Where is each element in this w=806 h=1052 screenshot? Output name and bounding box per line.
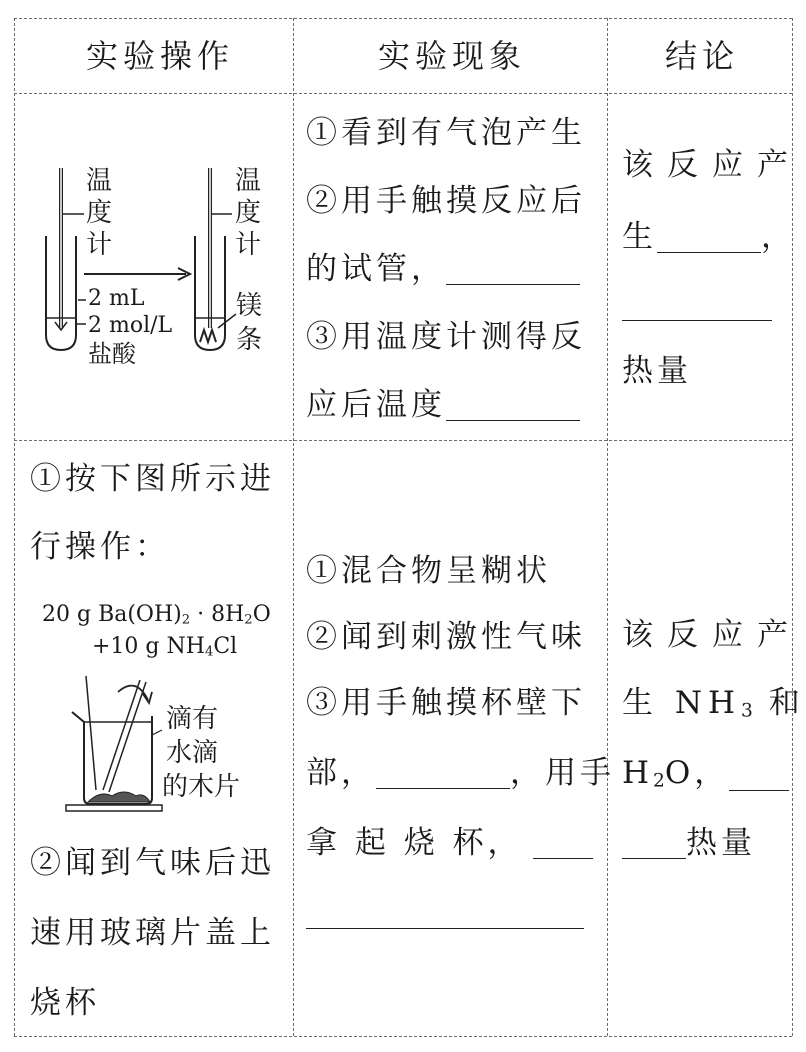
wooden-plank xyxy=(66,805,162,811)
row2-operation-intro-1: ①按下图所示进 xyxy=(30,461,275,497)
row2-phenomenon-4 xyxy=(306,825,593,861)
row2-conclusion-line4-text: 热量 xyxy=(686,825,756,861)
row1-phenomenon-2: ②用手触摸反应后 xyxy=(306,183,586,219)
formula-1-sub: 2 xyxy=(181,612,191,628)
row2-conclusion-line3-b: O， xyxy=(664,755,730,791)
reagent-concentration: 2 mol/L xyxy=(88,313,173,338)
header-conclusion: 结论 xyxy=(665,37,740,75)
row2-phenomenon-4-blank xyxy=(306,898,584,929)
glass-rod xyxy=(103,680,140,790)
answer-blank xyxy=(306,900,584,929)
row2-phenomenon-2: ②闻到刺激性气味 xyxy=(306,619,586,655)
header-operation: 实验操作 xyxy=(86,37,235,75)
row2-operation-outro-1: ②闻到气味后迅 xyxy=(30,845,275,881)
formula-2-sub: 4 xyxy=(204,644,214,660)
row2-conclusion-line2-b: 和 xyxy=(752,685,806,721)
row1-phenomenon-3-cont-text: 应后温度 xyxy=(306,387,446,423)
formula-1b: · 8H xyxy=(190,602,245,627)
formula-1-sub2: 2 xyxy=(244,612,253,628)
row2-operation-outro-3: 烧杯 xyxy=(30,985,100,1021)
right-thermometer-label-1: 温 xyxy=(235,166,262,196)
reagent-volume: 2 mL xyxy=(88,286,145,311)
formula-1a: 20 g Ba(OH) xyxy=(42,602,182,627)
metal-label-1: 镁 xyxy=(236,291,263,321)
wood-label-3: 的木片 xyxy=(162,772,241,802)
row2-operation-outro-2: 速用玻璃片盖上 xyxy=(30,915,275,951)
right-thermometer-label-3: 计 xyxy=(235,230,262,260)
row2-conclusion-line2-sub: 3 xyxy=(741,700,753,722)
formula-2b: Cl xyxy=(213,634,238,659)
row1-phenomenon-1: ①看到有气泡产生 xyxy=(306,115,586,151)
answer-blank xyxy=(533,830,593,859)
row2-conclusion-line2-a: 生 NH xyxy=(622,685,742,721)
row2-conclusion-line4 xyxy=(622,825,756,861)
left-thermometer-label-3: 计 xyxy=(86,230,113,260)
row1-conclusion-line2-text: 生 xyxy=(622,219,657,255)
wood-label-2: 水滴 xyxy=(166,738,219,768)
row2-phenomenon-4-text: 拿 起 烧 杯， xyxy=(306,825,523,861)
row1-conclusion-comma: ， xyxy=(761,219,796,255)
formula-2a: +10 g NH xyxy=(92,634,205,659)
row2-conclusion-line2 xyxy=(622,685,806,722)
row2-operation-intro-2: 行操作： xyxy=(30,529,170,565)
row2-phenomenon-1: ①混合物呈糊状 xyxy=(306,553,551,589)
right-thermometer-label-2: 度 xyxy=(235,198,262,228)
header-phenomenon: 实验现象 xyxy=(378,37,527,75)
reagent-mixture xyxy=(88,792,150,802)
row2-phenomenon-3-cont-a: 部， xyxy=(306,755,376,791)
reagent-name: 盐酸 xyxy=(88,340,136,368)
wood-label-1: 滴有 xyxy=(166,704,219,734)
row1-phenomenon-3: ③用温度计测得反 xyxy=(306,319,586,355)
row2-phenomenon-3-cont-b: ，用手 xyxy=(510,755,615,791)
row2-phenomenon-3-cont xyxy=(306,755,615,791)
metal-label-2: 条 xyxy=(236,325,263,355)
left-thermometer-label-2: 度 xyxy=(86,198,113,228)
beaker xyxy=(72,712,152,804)
row1-phenomenon-2-cont-text: 的试管， xyxy=(306,251,446,287)
answer-blank xyxy=(729,762,789,791)
row2-phenomenon-3: ③用手触摸杯壁下 xyxy=(306,685,586,721)
answer-blank xyxy=(622,830,686,859)
row2-conclusion-line1: 该反应产 xyxy=(622,617,802,653)
row1-conclusion-line4: 热量 xyxy=(622,353,692,389)
row2-conclusion-line3-sub: 2 xyxy=(653,770,665,792)
row2-conclusion-line3-a: H xyxy=(622,755,654,791)
answer-blank xyxy=(376,760,510,789)
left-thermometer-label-1: 温 xyxy=(86,166,113,196)
formula-1c: O xyxy=(252,602,271,627)
row2-conclusion-line3 xyxy=(622,755,789,792)
row1-conclusion-line1: 该反应产 xyxy=(622,147,802,183)
